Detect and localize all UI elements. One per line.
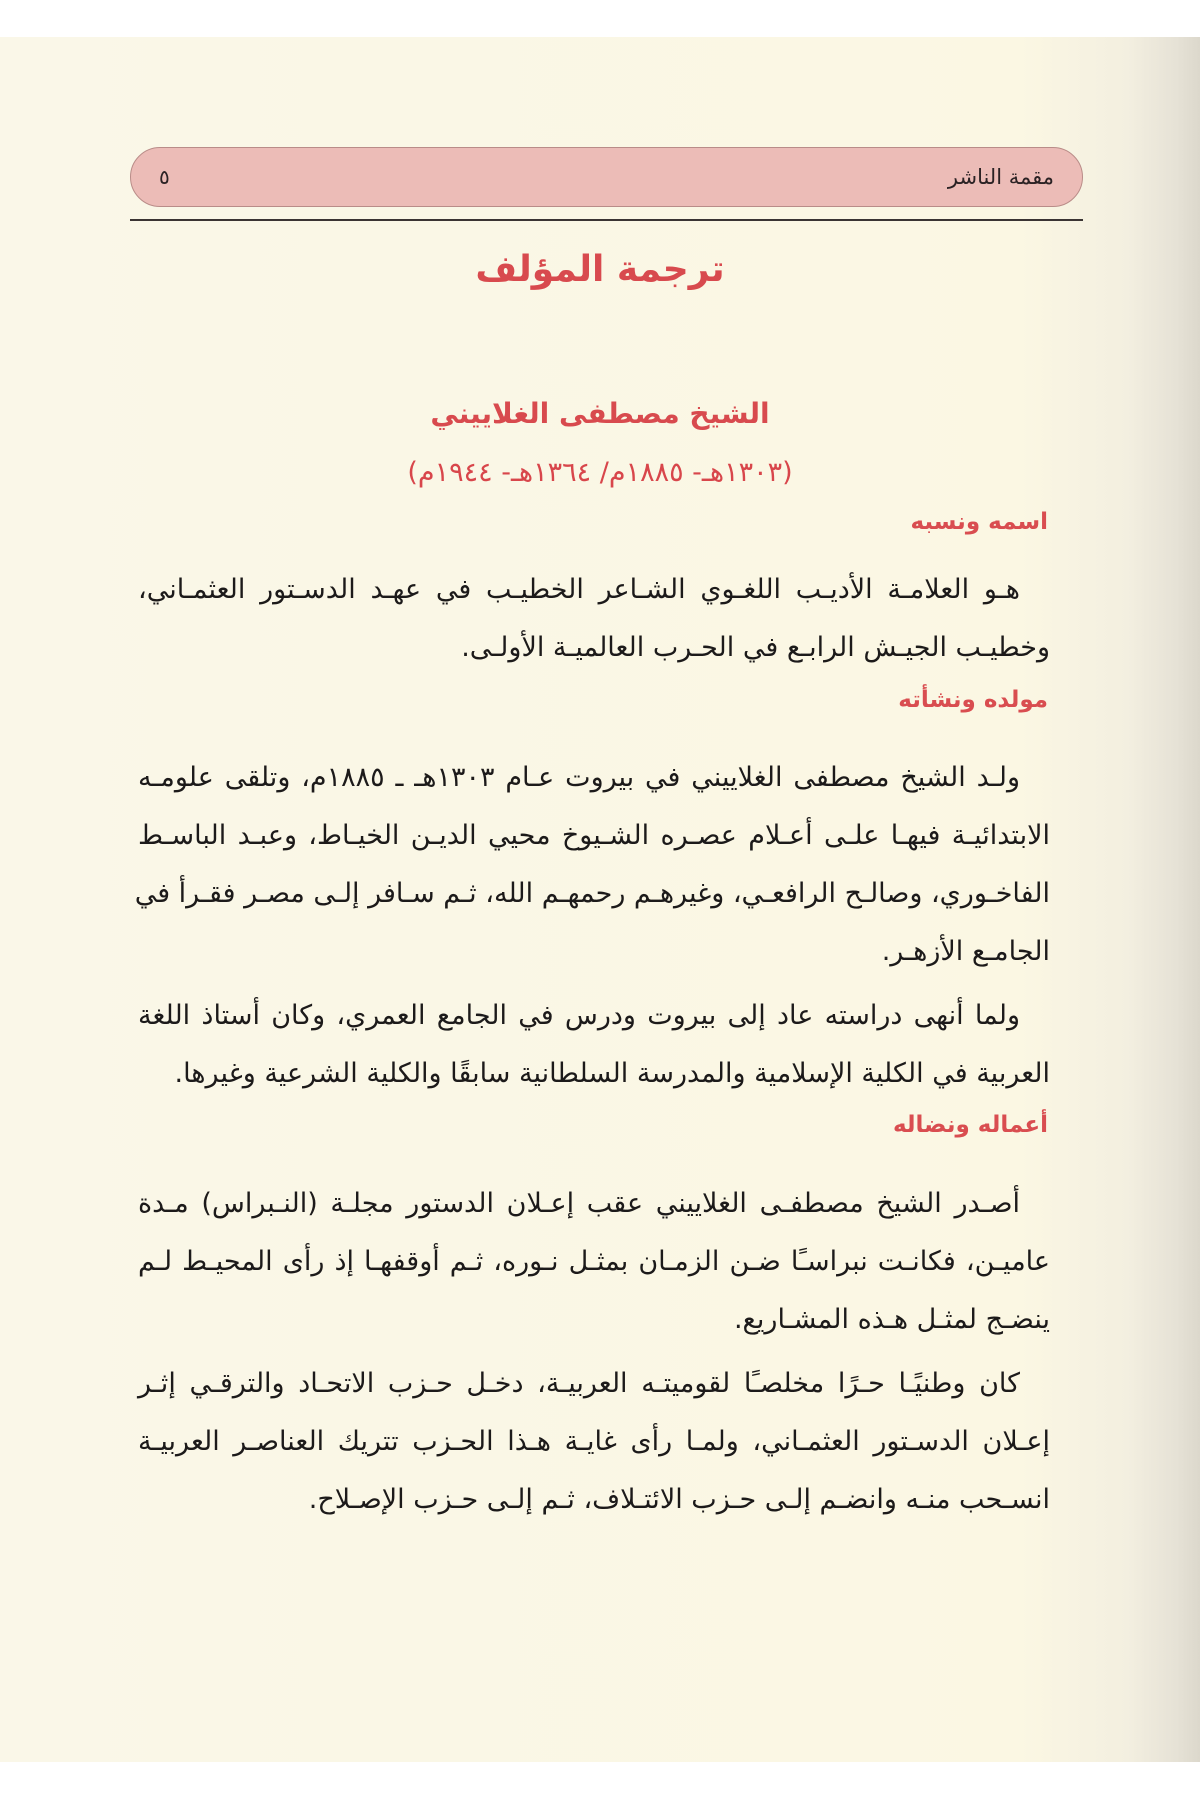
text-line: وخطيـب الجيـش الرابـع في الحـرب العالميـة الأولـى. [461, 632, 1050, 663]
text-line: الفاخـوري، وصالـح الرافعـي، وغيرهـم رحمهـم الله، ثـم سـافر إلـى مصـر فقـرأ في [134, 878, 1050, 909]
page-number: ٥ [159, 165, 170, 189]
section-heading-birth-upbringing: مولده ونشأته [898, 687, 1048, 713]
text-line: ولما أنهى دراسته عاد إلى بيروت ودرس في الجامع العمري، وكان أستاذ اللغة [138, 1000, 1020, 1031]
author-dates: (١٣٠٣هـ- ١٨٨٥م/ ١٣٦٤هـ- ١٩٤٤م) [407, 457, 793, 488]
paragraph [134, 749, 1050, 981]
text-line: عاميـن، فكانـت نبراسـًا ضـن الزمـان بمثـل نـوره، ثـم أوقفهـا إذ رأى المحيـط لـم [138, 1246, 1050, 1277]
running-header-title: مقمة الناشر [947, 165, 1054, 189]
section-heading-works-struggle: أعماله ونضاله [892, 1112, 1048, 1138]
text-line: الجامـع الأزهـر. [881, 936, 1050, 967]
book-page [0, 37, 1200, 1762]
text-line: ينضـج لمثـل هـذه المشـاريع. [733, 1304, 1050, 1335]
text-line: العربية في الكلية الإسلامية والمدرسة السلطانية سابقًا والكلية الشرعية وغيرها. [174, 1058, 1050, 1089]
section-heading-name-lineage: اسمه ونسبه [910, 509, 1048, 535]
header-divider [130, 219, 1083, 221]
text-line: كان وطنيًـا حـرًا مخلصـًا لقوميتـه العربيـة، دخـل حـزب الاتحـاد والترقـي إثـر [138, 1368, 1020, 1399]
text-line: انسـحب منـه وانضـم إلـى حـزب الائتـلاف، ثـم إلـى حـزب الإصـلاح. [308, 1484, 1050, 1515]
paragraph [138, 1175, 1050, 1349]
paragraph [138, 1355, 1050, 1529]
text-line: أصـدر الشيخ مصطفـى الغلاييني عقب إعـلان الدستور مجلـة (النـبراس) مـدة [138, 1188, 1020, 1219]
text-line: الابتدائيـة فيهـا علـى أعـلام عصـره الشـيوخ محيي الديـن الخيـاط، وعبـد الباسـط [138, 820, 1050, 851]
author-name: الشيخ مصطفى الغلاييني [430, 397, 770, 430]
page-title: ترجمة المؤلف [475, 249, 725, 290]
paragraph [138, 561, 1050, 677]
text-line: هـو العلامـة الأديـب اللغـوي الشـاعر الخطيـب في عهـد الدسـتور العثمـاني، [138, 574, 1020, 605]
paragraph [138, 987, 1050, 1103]
text-line: ولـد الشيخ مصطفى الغلاييني في بيروت عـام ١٣٠٣هـ ـ ١٨٨٥م، وتلقى علومـه [138, 762, 1020, 793]
running-header [130, 147, 1083, 207]
text-line: إعـلان الدسـتور العثمـاني، ولمـا رأى غايـة هـذا الحـزب تتريك العناصـر العربيـة [138, 1426, 1050, 1457]
